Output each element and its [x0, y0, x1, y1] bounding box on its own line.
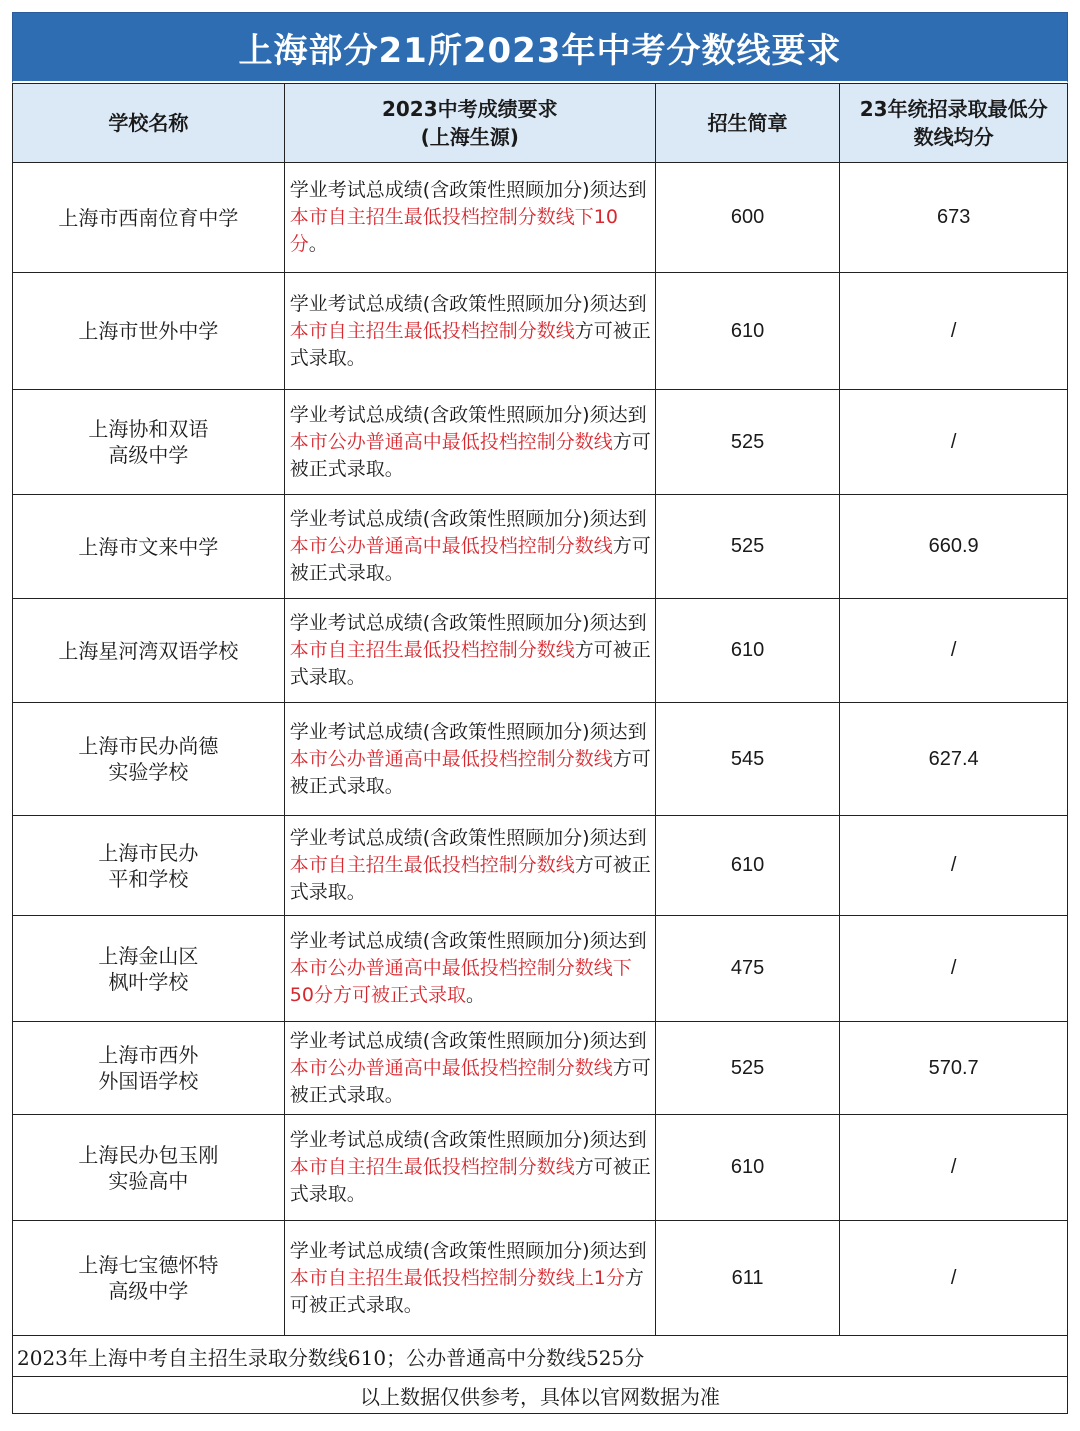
school-name-line1: 上海市西外 [98, 1043, 199, 1067]
requirement-tail: 方可被正式录取。 [289, 1266, 644, 1316]
requirement-tail: 方可被正式录取。 [289, 430, 651, 480]
school-name-cell [13, 1221, 285, 1336]
plan-score-cell: 610 [655, 816, 840, 916]
score-table [12, 83, 1068, 1336]
requirement-cell [284, 163, 655, 273]
requirement-text: 学业考试总成绩(含政策性照顾加分)须达到 [289, 179, 647, 201]
plan-score-cell: 611 [655, 1221, 840, 1336]
table-row [13, 916, 1068, 1022]
requirement-highlight: 本市公办普通高中最低投档控制分数线 [289, 1056, 613, 1079]
table-row [13, 599, 1068, 703]
footer-note-cutoff: 2023年上海中考自主招生录取分数线610；公办普通高中分数线525分 [12, 1336, 1068, 1377]
requirement-tail: 。 [465, 984, 485, 1006]
school-name-line2: 高级中学 [108, 443, 189, 467]
school-name-cell [13, 916, 285, 1022]
table-body [13, 163, 1068, 1336]
header-school: 学校名称 [13, 84, 285, 163]
table-title: 上海部分21所2023年中考分数线要求 [12, 12, 1068, 83]
average-score-cell: 627.4 [840, 703, 1068, 816]
school-name-line1: 上海民办包玉刚 [78, 1142, 219, 1167]
school-name-cell [13, 273, 285, 390]
school-name-cell [13, 703, 285, 816]
school-name-line1: 上海市民办 [98, 840, 199, 865]
footer-note-disclaimer: 以上数据仅供参考，具体以官网数据为准 [12, 1377, 1068, 1414]
school-name-line1: 上海星河湾双语学校 [58, 638, 239, 663]
table-row [13, 1022, 1068, 1115]
plan-score-cell: 545 [655, 703, 840, 816]
requirement-highlight: 本市自主招生最低投档控制分数线 [289, 854, 575, 876]
school-name-cell [13, 816, 285, 916]
average-score-cell: / [840, 1221, 1068, 1336]
header-requirement-line2: (上海生源) [420, 125, 519, 149]
requirement-text: 学业考试总成绩(含政策性照顾加分)须达到 [289, 403, 647, 426]
requirement-text: 学业考试总成绩(含政策性照顾加分)须达到 [289, 1029, 647, 1052]
plan-score-cell: 525 [655, 495, 840, 599]
school-name-cell [13, 1022, 285, 1115]
plan-score-cell: 610 [655, 599, 840, 703]
header-plan: 招生简章 [655, 84, 840, 163]
school-name-line1: 上海市民办尚德 [78, 734, 219, 758]
school-name-line1: 上海金山区 [98, 943, 199, 968]
average-score-cell: / [840, 599, 1068, 703]
average-score-cell: 570.7 [840, 1022, 1068, 1115]
plan-score-cell: 610 [655, 1115, 840, 1221]
requirement-tail: 。 [308, 233, 328, 255]
school-name-line1: 上海市西南位育中学 [58, 205, 239, 230]
school-name-cell [13, 1115, 285, 1221]
header-row [13, 84, 1068, 163]
school-name-line2: 高级中学 [108, 1279, 189, 1303]
average-score-cell: / [840, 816, 1068, 916]
average-score-cell: 673 [840, 163, 1068, 273]
requirement-cell [284, 816, 655, 916]
plan-score-cell: 475 [655, 916, 840, 1022]
requirement-tail: 方可被正式录取。 [289, 1056, 651, 1106]
requirement-highlight: 本市公办普通高中最低投档控制分数线 [289, 430, 613, 453]
requirement-tail: 方可被正式录取。 [289, 535, 651, 584]
requirement-highlight: 本市自主招生最低投档控制分数线 [289, 1156, 575, 1178]
school-name-line2: 外国语学校 [98, 1069, 199, 1093]
header-average [840, 84, 1068, 163]
table-row [13, 495, 1068, 599]
school-name-line1: 上海协和双语 [88, 417, 209, 441]
school-name-line1: 上海市文来中学 [78, 534, 219, 559]
average-score-cell: / [840, 273, 1068, 390]
table-row [13, 703, 1068, 816]
requirement-cell [284, 1115, 655, 1221]
table-row [13, 390, 1068, 495]
plan-score-cell: 600 [655, 163, 840, 273]
plan-score-cell: 525 [655, 1022, 840, 1115]
requirement-tail: 方可被正式录取。 [289, 319, 651, 369]
requirement-cell [284, 1221, 655, 1336]
average-score-cell: / [840, 1115, 1068, 1221]
average-score-cell: 660.9 [840, 495, 1068, 599]
requirement-cell [284, 390, 655, 495]
requirement-text: 学业考试总成绩(含政策性照顾加分)须达到 [289, 930, 647, 952]
requirement-cell [284, 599, 655, 703]
requirement-cell [284, 1022, 655, 1115]
score-table-sheet [12, 12, 1068, 1414]
school-name-cell [13, 495, 285, 599]
table-row [13, 163, 1068, 273]
requirement-text: 学业考试总成绩(含政策性照顾加分)须达到 [289, 1239, 647, 1262]
school-name-cell [13, 163, 285, 273]
requirement-highlight: 本市公办普通高中最低投档控制分数线 [289, 747, 613, 770]
table-row [13, 1221, 1068, 1336]
requirement-highlight: 本市自主招生最低投档控制分数线 [289, 319, 575, 342]
requirement-tail: 方可被正式录取。 [289, 1156, 651, 1205]
requirement-text: 学业考试总成绩(含政策性照顾加分)须达到 [289, 508, 647, 530]
requirement-highlight: 本市公办普通高中最低投档控制分数线 [289, 535, 613, 557]
requirement-tail: 方可被正式录取。 [289, 854, 651, 903]
header-requirement [284, 84, 655, 163]
header-requirement-line1: 2023中考成绩要求 [381, 97, 558, 121]
requirement-text: 学业考试总成绩(含政策性照顾加分)须达到 [289, 612, 647, 634]
school-name-cell [13, 390, 285, 495]
requirement-highlight: 本市公办普通高中最低投档控制分数线下50分方可被正式录取 [289, 957, 632, 1006]
requirement-text: 学业考试总成绩(含政策性照顾加分)须达到 [289, 720, 647, 743]
header-average-line2: 数线均分 [913, 125, 994, 149]
requirement-cell [284, 273, 655, 390]
header-average-line1: 23年统招录取最低分 [859, 97, 1048, 121]
school-name-line2: 实验学校 [108, 760, 189, 784]
requirement-tail: 方可被正式录取。 [289, 639, 651, 688]
school-name-line1: 上海七宝德怀特 [78, 1253, 219, 1277]
requirement-text: 学业考试总成绩(含政策性照顾加分)须达到 [289, 1129, 647, 1151]
average-score-cell: / [840, 916, 1068, 1022]
table-row [13, 1115, 1068, 1221]
requirement-cell [284, 916, 655, 1022]
requirement-highlight: 本市自主招生最低投档控制分数线上1分 [289, 1266, 625, 1289]
requirement-highlight: 本市自主招生最低投档控制分数线 [289, 639, 575, 661]
plan-score-cell: 525 [655, 390, 840, 495]
requirement-highlight: 本市自主招生最低投档控制分数线下10分 [289, 206, 618, 255]
school-name-line2: 实验高中 [108, 1168, 189, 1193]
school-name-line1: 上海市世外中学 [78, 319, 219, 343]
plan-score-cell: 610 [655, 273, 840, 390]
requirement-tail: 方可被正式录取。 [289, 747, 651, 797]
school-name-cell [13, 599, 285, 703]
average-score-cell: / [840, 390, 1068, 495]
requirement-cell [284, 495, 655, 599]
table-row [13, 816, 1068, 916]
requirement-cell [284, 703, 655, 816]
requirement-text: 学业考试总成绩(含政策性照顾加分)须达到 [289, 827, 647, 849]
school-name-line2: 枫叶学校 [108, 969, 189, 994]
table-row [13, 273, 1068, 390]
school-name-line2: 平和学校 [108, 866, 189, 891]
requirement-text: 学业考试总成绩(含政策性照顾加分)须达到 [289, 292, 647, 315]
